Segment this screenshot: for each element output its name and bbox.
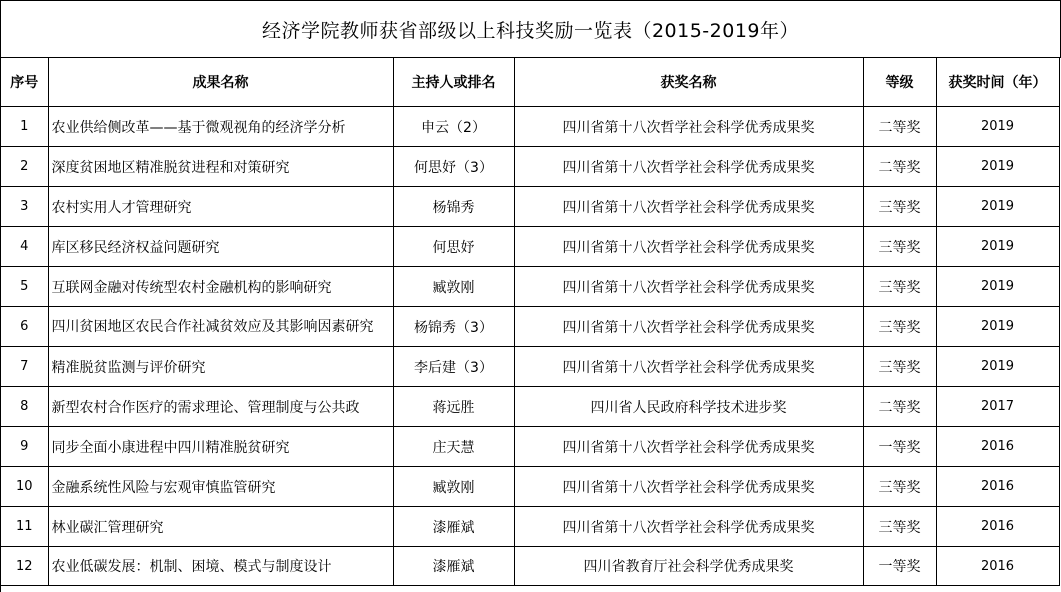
cell-award[interactable]: 四川省第十八次哲学社会科学优秀成果奖	[514, 147, 863, 187]
header-host[interactable]: 主持人或排名	[393, 58, 514, 107]
cell-name[interactable]: 四川贫困地区农民合作社减贫效应及其影响因素研究	[48, 307, 393, 347]
cell-year[interactable]: 2016	[936, 427, 1059, 467]
cell-award[interactable]: 四川省第十八次哲学社会科学优秀成果奖	[514, 227, 863, 267]
header-year[interactable]: 获奖时间（年）	[936, 58, 1059, 107]
cell-host[interactable]: 漆雁斌	[393, 507, 514, 547]
cell-name[interactable]: 深度贫困地区精准脱贫进程和对策研究	[48, 147, 393, 187]
cell-year[interactable]: 2019	[936, 107, 1059, 147]
cell-year[interactable]: 2016	[936, 547, 1059, 586]
cell-name[interactable]: 农村实用人才管理研究	[48, 187, 393, 227]
cell-award[interactable]: 四川省第十八次哲学社会科学优秀成果奖	[514, 187, 863, 227]
sheet-title[interactable]: 经济学院教师获省部级以上科技奖励一览表（2015-2019年）	[1, 0, 1061, 58]
cell-host[interactable]: 臧敦刚	[393, 267, 514, 307]
cell-grade[interactable]: 三等奖	[863, 307, 936, 347]
cell-grade[interactable]: 三等奖	[863, 267, 936, 307]
cell-name[interactable]: 金融系统性风险与宏观审慎监管研究	[48, 467, 393, 507]
cell-no[interactable]: 12	[1, 547, 48, 586]
cell-award[interactable]: 四川省第十八次哲学社会科学优秀成果奖	[514, 467, 863, 507]
cell-award[interactable]: 四川省第十八次哲学社会科学优秀成果奖	[514, 267, 863, 307]
cell-year[interactable]: 2019	[936, 187, 1059, 227]
table-row	[1, 467, 1059, 507]
cell-grade[interactable]: 二等奖	[863, 147, 936, 187]
cell-grade[interactable]: 三等奖	[863, 227, 936, 267]
cell-no[interactable]: 10	[1, 467, 48, 507]
cell-year[interactable]: 2019	[936, 267, 1059, 307]
header-grade[interactable]: 等级	[863, 58, 936, 107]
cell-name[interactable]: 新型农村合作医疗的需求理论、管理制度与公共政	[48, 387, 393, 427]
cell-host[interactable]: 何思妤	[393, 227, 514, 267]
table-row	[1, 387, 1059, 427]
header-name[interactable]: 成果名称	[48, 58, 393, 107]
table-row	[1, 507, 1059, 547]
cell-host[interactable]: 申云（2）	[393, 107, 514, 147]
cell-no[interactable]: 2	[1, 147, 48, 187]
cell-no[interactable]: 3	[1, 187, 48, 227]
cell-no[interactable]: 5	[1, 267, 48, 307]
header-no[interactable]: 序号	[1, 58, 48, 107]
cell-year[interactable]: 2019	[936, 307, 1059, 347]
cell-grade[interactable]: 二等奖	[863, 387, 936, 427]
cell-grade[interactable]: 三等奖	[863, 187, 936, 227]
cell-award[interactable]: 四川省第十八次哲学社会科学优秀成果奖	[514, 107, 863, 147]
cell-year[interactable]: 2017	[936, 387, 1059, 427]
cell-host[interactable]: 臧敦刚	[393, 467, 514, 507]
cell-grade[interactable]: 一等奖	[863, 427, 936, 467]
cell-name[interactable]: 林业碳汇管理研究	[48, 507, 393, 547]
cell-name[interactable]: 精准脱贫监测与评价研究	[48, 347, 393, 387]
cell-name[interactable]: 库区移民经济权益问题研究	[48, 227, 393, 267]
cell-name[interactable]: 农业低碳发展：机制、困境、模式与制度设计	[48, 547, 393, 586]
cell-host[interactable]: 庄天慧	[393, 427, 514, 467]
cell-grade[interactable]: 二等奖	[863, 107, 936, 147]
awards-table	[1, 58, 1060, 586]
cell-award[interactable]: 四川省第十八次哲学社会科学优秀成果奖	[514, 427, 863, 467]
table-row	[1, 547, 1059, 586]
cell-host[interactable]: 蒋远胜	[393, 387, 514, 427]
cell-award[interactable]: 四川省第十八次哲学社会科学优秀成果奖	[514, 347, 863, 387]
cell-year[interactable]: 2019	[936, 227, 1059, 267]
table-row	[1, 347, 1059, 387]
cell-name[interactable]: 农业供给侧改革——基于微观视角的经济学分析	[48, 107, 393, 147]
cell-no[interactable]: 9	[1, 427, 48, 467]
cell-no[interactable]: 1	[1, 107, 48, 147]
cell-no[interactable]: 7	[1, 347, 48, 387]
cell-no[interactable]: 11	[1, 507, 48, 547]
table-row	[1, 267, 1059, 307]
cell-host[interactable]: 何思妤（3）	[393, 147, 514, 187]
cell-host[interactable]: 杨锦秀	[393, 187, 514, 227]
cell-name[interactable]: 互联网金融对传统型农村金融机构的影响研究	[48, 267, 393, 307]
cell-grade[interactable]: 一等奖	[863, 547, 936, 586]
table-row	[1, 107, 1059, 147]
cell-no[interactable]: 8	[1, 387, 48, 427]
cell-host[interactable]: 杨锦秀（3）	[393, 307, 514, 347]
table-row	[1, 187, 1059, 227]
cell-year[interactable]: 2019	[936, 147, 1059, 187]
cell-grade[interactable]: 三等奖	[863, 467, 936, 507]
cell-award[interactable]: 四川省第十八次哲学社会科学优秀成果奖	[514, 307, 863, 347]
cell-no[interactable]: 6	[1, 307, 48, 347]
header-row	[1, 58, 1059, 107]
table-row	[1, 307, 1059, 347]
table-row	[1, 427, 1059, 467]
cell-year[interactable]: 2016	[936, 467, 1059, 507]
cell-year[interactable]: 2016	[936, 507, 1059, 547]
cell-award[interactable]: 四川省人民政府科学技术进步奖	[514, 387, 863, 427]
cell-award[interactable]: 四川省教育厅社会科学优秀成果奖	[514, 547, 863, 586]
cell-grade[interactable]: 三等奖	[863, 347, 936, 387]
cell-year[interactable]: 2019	[936, 347, 1059, 387]
cell-host[interactable]: 李后建（3）	[393, 347, 514, 387]
header-award[interactable]: 获奖名称	[514, 58, 863, 107]
cell-grade[interactable]: 三等奖	[863, 507, 936, 547]
cell-name[interactable]: 同步全面小康进程中四川精准脱贫研究	[48, 427, 393, 467]
table-row	[1, 227, 1059, 267]
cell-award[interactable]: 四川省第十八次哲学社会科学优秀成果奖	[514, 507, 863, 547]
cell-no[interactable]: 4	[1, 227, 48, 267]
table-row	[1, 147, 1059, 187]
cell-host[interactable]: 漆雁斌	[393, 547, 514, 586]
